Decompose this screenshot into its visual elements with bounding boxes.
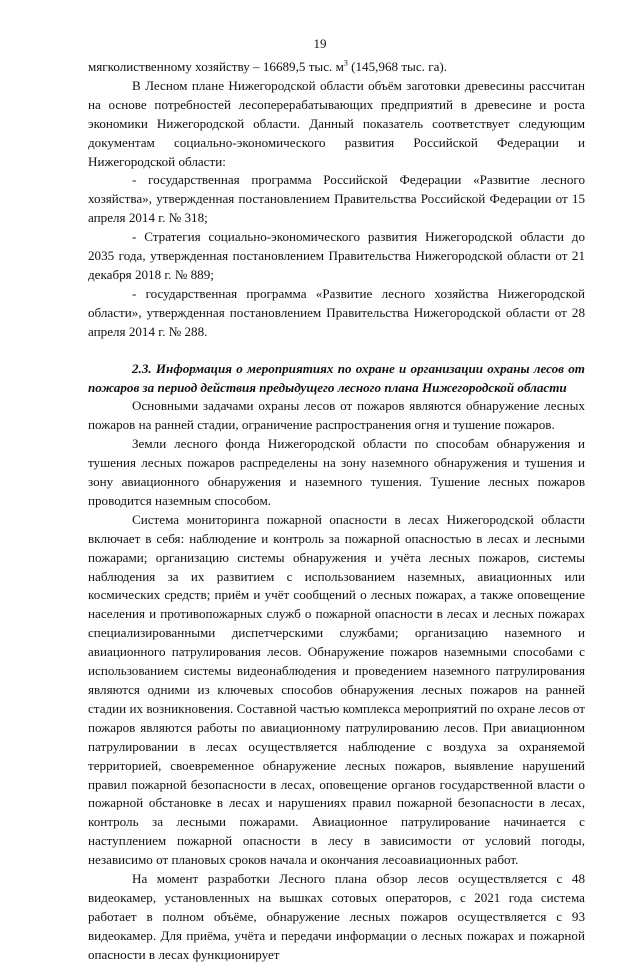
page-number: 19 [313, 36, 327, 51]
document-body [88, 58, 585, 965]
paragraph: В Лесном плане Нижегородской области объём заготовки древесины рассчитан на основе потребностей лесоперерабатывающих предприятий в древесине и роста экономики Нижегородской области. Данный показатель соответствует следующим документам социально-экономического развития Российской Федерации и Нижегородской области: [88, 77, 585, 169]
paragraph-text-tail: (145,968 тыс. га). [347, 59, 448, 74]
paragraph: Земли лесного фонда Нижегородской области по способам обнаружения и тушения лесных пожаров распределены на зону наземного обнаружения и тушения и зону авиационного обнаружения и наземного тушения. Тушение лесных пожаров проводится наземным способом. [88, 436, 585, 508]
list-item: - Стратегия социально-экономического развития Нижегородской области до 2035 года, утвержденная постановлением Правительства Нижегородской области от 21 декабря 2018 г. № 889; [88, 229, 585, 282]
paragraph: Система мониторинга пожарной опасности в лесах Нижегородской области включает в себя: наблюдение и контроль за пожарной опасностью в лесах и лесными пожарами; организацию системы обнаружения и учёта лесных пожаров, системы наблюдения за их развитием с использованием наземных, авиационных или космических средств; приём и учёт сообщений о лесных пожарах, а также оповещение населения и противопожарных служб о пожарной опасности в лесах и лесных пожарах специализированными диспетчерскими службами; организацию наземного и авиационного патрулирования лесов. Обнаружение пожаров наземными способами с использованием системы видеонаблюдения и проведением наземного патрулирования являются одними из ключевых способов обнаружения лесных пожаров на ранней стадии их возникновения. Составной частью комплекса мероприятий по охране лесов от пожаров являются работы по авиационному патрулированию лесов. При авиационном патрулировании в лесах осуществляется наблюдение с воздуха за охраняемой территорией, своевременное обнаружение лесных пожаров, выявление нарушений правил пожарной безопасности в лесах, оповещение органов государственной власти о пожарной обстановке в лесах и нарушениях правил пожарной безопасности в лесах, контроль за лесными пожарами. Авиационное патрулирование начинается с наступлением пожарной опасности в лесу в зависимости от условий погоды, независимо от плановых сроков начала и окончания лесоавиационных работ. [88, 511, 585, 868]
paragraph: На момент разработки Лесного плана обзор лесов осуществляется с 48 видеокамер, установленных на вышках сотовых операторов, с 2021 года система работает в полном объёме, обнаружение лесных пожаров осуществляется с 93 видеокамер. Для приёма, учёта и передачи информации о лесных пожарах и пожарной опасности в лесах функционирует [88, 871, 585, 962]
paragraph: Основными задачами охраны лесов от пожаров являются обнаружение лесных пожаров на ранней стадии, ограничение распространения огня и тушение пожаров. [88, 398, 585, 433]
list-item: - государственная программа «Развитие лесного хозяйства Нижегородской области», утвержденная постановлением Правительства Нижегородской области от 28 апреля 2014 г. № 288. [88, 285, 585, 339]
list-item: - государственная программа Российской Федерации «Развитие лесного хозяйства», утвержденная постановлением Правительства Российской Федерации от 15 апреля 2014 г. № 318; [88, 172, 585, 226]
paragraph-continuation [88, 58, 585, 77]
paragraph-text: мягколиственному хозяйству – 16689,5 тыс. м [88, 59, 344, 74]
superscript: 3 [343, 58, 348, 68]
section-heading: 2.3. Информация о мероприятиях по охране и организации охраны лесов от пожаров за период действия предыдущего лесного плана Нижегородской области [88, 360, 585, 395]
